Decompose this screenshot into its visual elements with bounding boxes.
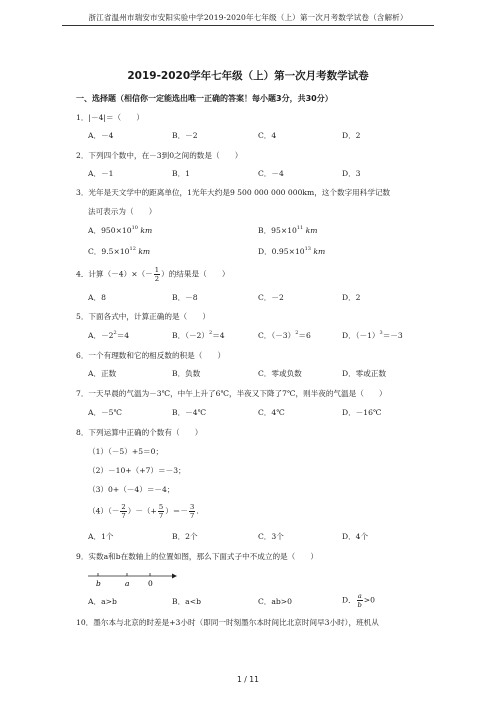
question-3: 3．光年是天文学中的距离单位，1光年大约是9 500 000 000 000km，这个数字用科学记数 bbox=[76, 188, 391, 197]
question-1: 1．|－4|＝（ ） bbox=[76, 113, 144, 122]
q5-option-a: A．$-2^2=4$ bbox=[88, 330, 130, 340]
number-line-label-zero: 0 bbox=[148, 579, 153, 588]
question-10: 10．墨尔本与北京的时差是+3小时（即同一时刻墨尔本时间比北京时间早3小时），班机从 bbox=[76, 618, 379, 627]
q2-option-d: D．3 bbox=[342, 169, 361, 178]
fraction: $\frac{1}{2}$ bbox=[154, 266, 160, 283]
section-heading: 一、选择题（相信你一定能选出唯一正确的答案！每小题3分，共30分） bbox=[76, 94, 333, 103]
q1-option-d: D．2 bbox=[342, 131, 361, 140]
question-6: 6．一个有理数和它的相反数的积是（ ） bbox=[76, 351, 226, 360]
number-line bbox=[88, 571, 178, 589]
page-number: 1 / 11 bbox=[237, 675, 259, 684]
q9-option-a: A．a>b bbox=[88, 597, 117, 606]
question-2: 2．下列四个数中，在－3到0之间的数是（ ） bbox=[76, 151, 243, 160]
q9-option-c: C．ab>0 bbox=[258, 597, 292, 606]
q8-item-4: （4）（－ $\frac{2}{7}$ ）－（+ $\frac{5}{7}$ ）＝－ $\frac{3}{7}$ . bbox=[88, 503, 199, 520]
fraction: $\frac{5}{7}$ bbox=[158, 503, 164, 520]
fraction: $\frac{a}{b}$ bbox=[357, 592, 362, 609]
q8-item-2: （2）－10+（+7）＝－3； bbox=[88, 466, 186, 475]
q4-option-c: C．－2 bbox=[258, 293, 284, 302]
question-9: 9．实数a和b在数轴上的位置如图，那么下面式子中不成立的是（ ） bbox=[76, 552, 319, 561]
q2-option-b: B．1 bbox=[172, 169, 191, 178]
q6-option-b: B．负数 bbox=[172, 369, 201, 378]
q6-option-a: A．正数 bbox=[88, 369, 117, 378]
q3-option-a: A．$950\times 10^{10}$ km bbox=[88, 225, 153, 235]
exam-title: 2019-2020学年七年级（上）第一次月考数学试卷 bbox=[127, 70, 369, 82]
q7-option-b: B．－4℃ bbox=[172, 408, 207, 417]
q8-option-d: D．4个 bbox=[342, 532, 369, 541]
q4-option-b: B．－8 bbox=[172, 293, 198, 302]
fraction: $\frac{2}{7}$ bbox=[121, 503, 126, 520]
question-7: 7．一天早晨的气温为－3℃，中午上升了6℃，半夜又下降了7℃，则半夜的气温是（ ） bbox=[76, 389, 387, 398]
q8-option-c: C．3个 bbox=[258, 532, 284, 541]
document-header: 浙江省温州市瑞安市安阳实验中学2019-2020年七年级（上）第一次月考数学试卷（含解析） bbox=[88, 13, 408, 22]
q1-option-b: B．－2 bbox=[172, 131, 198, 140]
question-3-cont: 法可表示为（ ） bbox=[88, 207, 157, 216]
q3-option-c: C．$9.5\times 10^{12}$ km bbox=[88, 246, 151, 256]
number-line-label-b: b bbox=[96, 579, 101, 588]
number-line-label-a: a bbox=[125, 579, 130, 588]
q1-option-a: A．－4 bbox=[88, 131, 114, 140]
q5-option-b: B．$(-2)^2=4$ bbox=[172, 330, 225, 340]
q7-option-d: D．－16℃ bbox=[342, 408, 382, 417]
q8-option-a: A．1个 bbox=[88, 532, 114, 541]
q6-option-c: C．零或负数 bbox=[258, 369, 302, 378]
q3-option-b: B．$95\times 10^{11}$ km bbox=[258, 225, 318, 235]
q6-option-d: D．零或正数 bbox=[342, 369, 387, 378]
question-5: 5．下面各式中，计算正确的是（ ） bbox=[76, 312, 210, 321]
question-8: 8．下列运算中正确的个数有（ ） bbox=[76, 428, 203, 437]
q4-option-d: D．2 bbox=[342, 293, 361, 302]
q1-option-c: C．4 bbox=[258, 131, 277, 140]
question-4: 4．计算（－4）×（－ $\frac{1}{2}$ ）的结果是（ ） bbox=[76, 266, 230, 283]
q2-option-a: A．－1 bbox=[88, 169, 114, 178]
fraction: $\frac{3}{7}$ bbox=[190, 503, 195, 520]
q8-option-b: B．2个 bbox=[172, 532, 198, 541]
q8-item-1: （1）（－5）+5＝0； bbox=[88, 447, 164, 456]
q3-option-d: D．$0.95\times 10^{13}$ km bbox=[258, 246, 326, 256]
header-rule bbox=[62, 25, 434, 26]
q8-item-3: （3）0+（－4）＝－4； bbox=[88, 485, 175, 494]
q4-option-a: A．8 bbox=[88, 293, 106, 302]
q7-option-a: A．－5℃ bbox=[88, 408, 122, 417]
q5-option-c: C．$(-3)^2=6$ bbox=[258, 330, 311, 340]
q9-option-d: D． $\frac{a}{b}$ >0 bbox=[342, 592, 375, 609]
q2-option-c: C．－4 bbox=[258, 169, 284, 178]
q7-option-c: C．4℃ bbox=[258, 408, 285, 417]
q9-option-b: B．a<b bbox=[172, 597, 201, 606]
q5-option-d: D．$(-1)^3=-3$ bbox=[342, 330, 403, 340]
